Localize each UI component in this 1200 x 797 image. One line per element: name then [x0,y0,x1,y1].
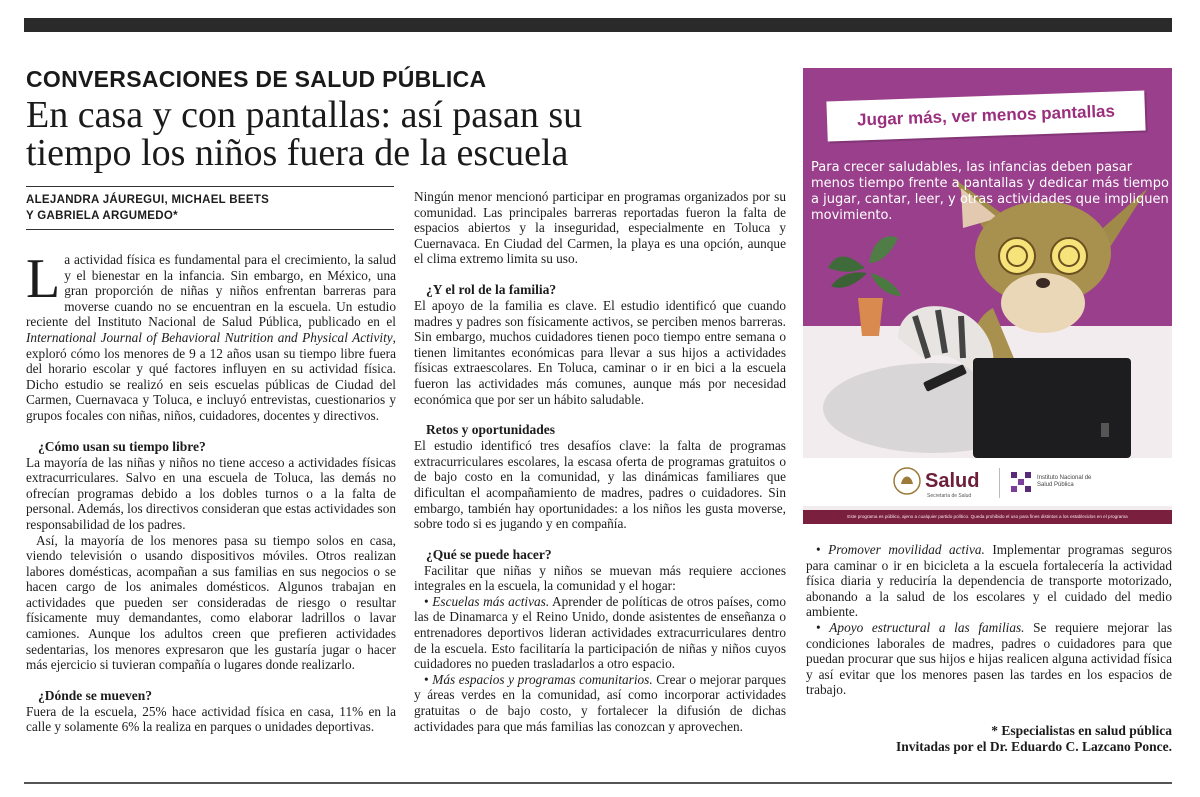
infographic [803,68,1172,524]
bottom-rule [24,782,1172,784]
drop-cap: L [26,248,61,310]
paragraph: Así, la mayoría de los menores pasa su tiempo solos en casa, viendo televisión o usando dispositivos móviles. Otros realizan labores domésticas, acompañan a sus familias en sus negocios o se hacen cargo de los animales domésticos. Algunos trabajan en actividades que pueden ser consideradas de riesgo o resultar físicamente muy demandantes, como elaborar ladrillos o lavar camiones. Aunque los adultos creen que prefieren actividades sedentarias, los menores expresaron que les gustaría jugar o hacer más ejercicio si tuvieran compañía o lugares donde realizarlo. [26,532,396,673]
paragraph: Ningún menor mencionó participar en programas organizados por su comunidad. Las principales barreras reportadas fueron la falta de espacios abiertos y la inseguridad, especialmente en Toluca y Cuernavaca. En Ciudad del Carmen, la playa es una opción, aunque el clima extremo limita su uso. [414,189,786,267]
byline [26,192,396,224]
subhead-familia: ¿Y el rol de la familia? [426,281,557,297]
infographic-footer: Este programa es público, ajeno a cualquier partido político. Queda prohibido el uso para fines distintos a los establecidos en el programa [803,510,1172,524]
byline-rule-bottom [26,229,394,230]
byline-rule-top [26,186,394,187]
byline-line-1: ALEJANDRA JÁUREGUI, MICHAEL BEETS [26,194,270,206]
column-3 [806,542,1172,698]
author-note-line-1: * Especialistas en salud pública [991,723,1172,738]
author-note-line-2: Invitadas por el Dr. Eduardo C. Lazcano Ponce. [895,739,1172,754]
subhead-donde: ¿Dónde se mueven? [38,687,152,703]
subhead-tiempo-libre: ¿Cómo usan su tiempo libre? [38,438,206,454]
section-kicker: CONVERSACIONES DE SALUD PÚBLICA [26,66,487,92]
bullet-movilidad: • Promover movilidad activa. Implementar programas seguros para caminar o ir en bicicleta a la escuela fortalecería la actividad física diaria y reduciría la dependencia de transporte motorizado, abonando a la salud de los escolares y el cuidado del medio ambiente. [806,542,1172,620]
bullet-familias: • Apoyo estructural a las familias. Se requiere mejorar las condiciones laborales de madres, padres o cuidadores para que puedan procurar que sus hijos e hijas realicen alguna actividad física y así evitar que los menores pasen las tardes en los espacios de trabajo. [806,619,1172,698]
salud-subtitle: Secretaría de Salud [927,493,972,499]
journal-name: International Journal of Behavioral Nutrition and Physical Activity [26,329,393,345]
plant-icon [828,236,901,336]
paragraph: Fuera de la escuela, 25% hace actividad física en casa, 11% en la calle y solamente 6% la realiza en parques o unidades deportivas. [26,703,396,735]
headline-line-2: tiempo los niños fuera de la escuela [26,132,569,174]
mexico-seal-icon [893,464,921,498]
column-2 [414,189,786,734]
infographic-text: Para crecer saludables, las infancias deben pasar menos tiempo frente a pantallas y dedicar más tiempo a jugar, cantar, leer, y otras actividades que impliquen movimiento. [811,160,1169,223]
bullet-espacios: • Más espacios y programas comunitarios. Crear o mejorar parques y áreas verdes en la comunidad, así como incorporar actividades gratuitas o de bajo costo, y fortalecer la difusión de dichas actividades para que más familias las conozcan y aprovechen. [414,671,786,734]
paragraph: Facilitar que niñas y niños se muevan más requiere acciones integrales en la escuela, la comunidad y el hogar: [414,562,786,594]
infographic-logos [803,458,1172,506]
paragraph: El apoyo de la familia es clave. El estudio identificó que cuando madres y padres son físicamente activos, se perciben menos barreras. Sin embargo, muchos cuidadores tienen poco tiempo entre semana o tienen limitantes económicas para llevar a sus hijos a actividades físicas extraescolares. En Toluca, caminar o ir en bici a la escuela fueron las actividades más comunes, aunque más por necesidad económica que por ser un hábito saludable. [414,297,786,407]
tv-icon [973,358,1131,458]
insp-logo-icon [1009,470,1033,494]
byline-line-2: Y GABRIELA ARGUMEDO* [26,210,178,222]
paragraph: La mayoría de las niñas y niños no tiene acceso a actividades físicas extracurriculares. Salvo en una escuela de Toluca, las demás no ofrecían programas debido a los dobles turnos o a la falta de personal. Además, los directivos consideran que estas actividades son responsabilidad de los padres. [26,454,397,532]
subhead-retos: Retos y oportunidades [426,422,556,438]
insp-logo-text: Instituto Nacional de Salud Pública [1037,475,1092,488]
logo-divider [999,468,1000,498]
author-note [806,723,1172,755]
salud-logo-text: Salud [925,470,980,492]
subhead-que-hacer: ¿Qué se puede hacer? [426,546,552,562]
intro-paragraph: La actividad física es fundamental para el crecimiento, la salud y el bienestar en la infancia. Sin embargo, en México, una gran proporción de niñas y niños enfrentan barreras para moverse cuando no se encuentran en la escuela. Un estudio reciente del Instituto Nacional de Salud Pública, publicado en el International Journal of Behavioral Nutrition and Physical Activity, exploró cómo los menores de 9 a 12 años usan su tiempo libre fuera del horario escolar y qué factores influyen en su actividad física. Dicho estudio se realizó en seis escuelas públicas de Ciudad del Carmen, Cuernavaca y Toluca, e incluyó entrevistas, cuestionarios y grupos focales con niñas, niños, cuidadores, docentes y directivos. [26,248,396,423]
headline [26,96,746,172]
bullet-escuelas: • Escuelas más activas. Aprender de políticas de otros países, como las de Dinamarca y el Reino Unido, donde asistentes de enseñanza o entrenadores deportivos lideran actividades extracurriculares dentro de la escuela. Esto facilitaría la participación de niñas y niños cuyos cuidadores no pueden trasladarlos a otro espacio. [414,593,786,672]
top-rule [24,18,1172,32]
paragraph: El estudio identificó tres desafíos clave: la falta de programas extracurriculares escolares, la escasa oferta de programas gratuitos o de bajo costo en la comunidad, y las dinámicas familiares que dificultan el acompañamiento de madres, padres o cuidadores. Sin embargo, también hay oportunidades: a los niños les gusta moverse, sobre todo si es jugando y en compañía. [414,438,786,532]
headline-line-1: En casa y con pantallas: así pasan su [26,94,583,136]
infographic-banner: Jugar más, ver menos pantallas [826,90,1145,141]
column-1 [26,248,397,735]
